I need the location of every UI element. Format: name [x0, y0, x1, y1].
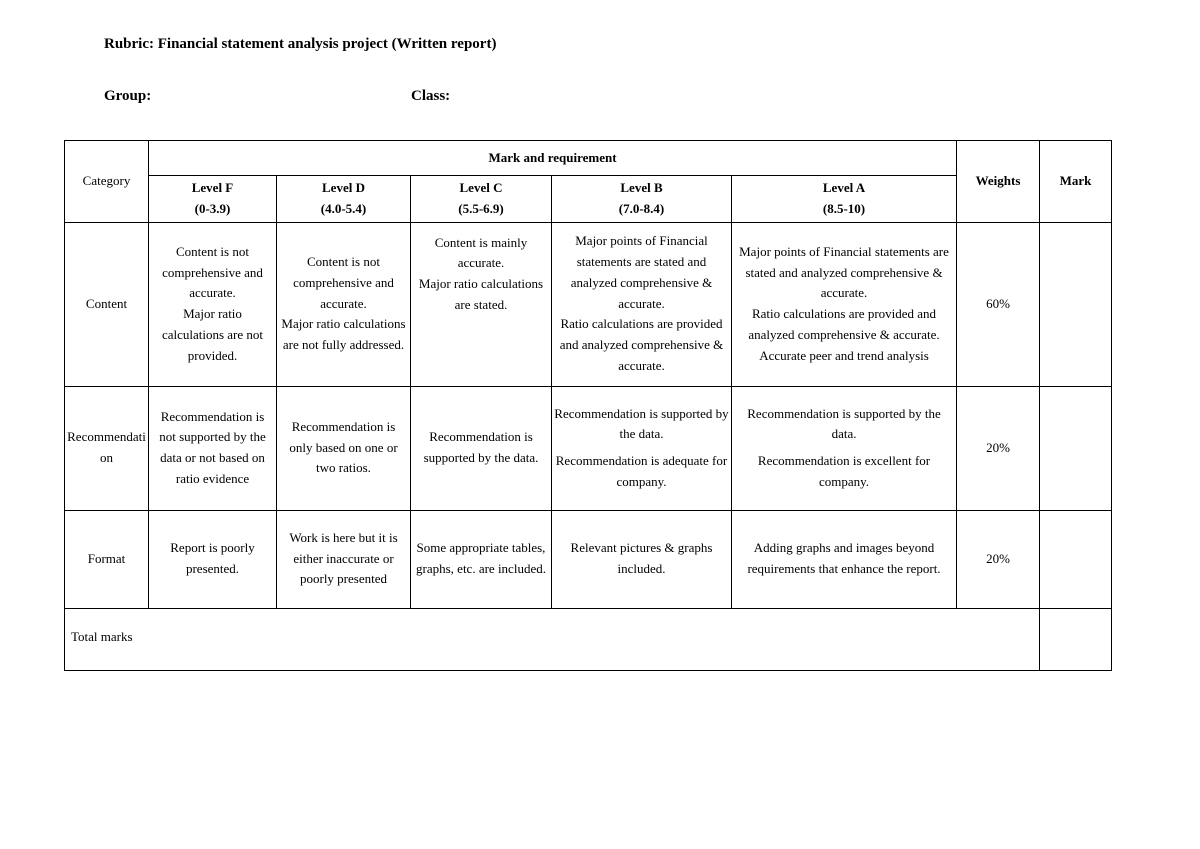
level-header: [732, 176, 957, 223]
rubric-cell: [732, 510, 957, 608]
rubric-cell: [149, 510, 277, 608]
rubric-cell: [552, 510, 732, 608]
mark-header: Mark: [1040, 141, 1112, 223]
document-title: Rubric: Financial statement analysis project (Written report): [104, 36, 497, 52]
cell-text: Relevant pictures & graphs included.: [570, 540, 713, 577]
rubric-cell: [149, 222, 277, 386]
level-range: (0-3.9): [194, 200, 231, 216]
rubric-cell: [277, 222, 411, 386]
table-row: [65, 510, 1112, 608]
rubric-cell: [411, 386, 552, 510]
weight-cell: 20%: [957, 510, 1040, 608]
rubric-cell: [149, 386, 277, 510]
category-cell: Recommendation: [65, 386, 149, 510]
rubric-cell: [411, 222, 552, 386]
level-header: [552, 176, 732, 223]
rubric-cell: [277, 386, 411, 510]
level-name: Level C: [459, 180, 503, 195]
category-cell: Content: [65, 222, 149, 386]
level-range: (4.0-5.4): [320, 200, 367, 216]
mark-cell[interactable]: [1040, 386, 1112, 510]
level-name: Level D: [322, 180, 365, 195]
total-marks-label: Total marks: [65, 608, 1040, 670]
cell-text: Work is here but it is either inaccurate or poorly presented: [289, 529, 398, 587]
group-label: Group:: [104, 88, 152, 104]
cell-text: Recommendation is not supported by the data or not based on ratio evidence: [159, 408, 266, 486]
cell-text: Content is not comprehensive and accurate.: [293, 254, 394, 311]
total-mark-cell[interactable]: [1040, 608, 1112, 670]
header-row-2: [65, 176, 1112, 223]
cell-text: Major points of Financial statements are stated and analyzed comprehensive & accurate.: [739, 243, 949, 301]
table-row: [65, 222, 1112, 386]
cell-text: Report is poorly presented.: [170, 540, 255, 577]
level-name: Level F: [191, 180, 234, 195]
rubric-cell: [732, 222, 957, 386]
weight-cell: 60%: [957, 222, 1040, 386]
class-label: Class:: [411, 88, 451, 104]
total-row: [65, 608, 1112, 670]
rubric-cell: [552, 386, 732, 510]
cell-text: Recommendation is supported by the data.: [554, 405, 729, 442]
rubric-cell: [552, 222, 732, 386]
level-header: [411, 176, 552, 223]
cell-text: Major points of Financial statements are stated and analyzed comprehensive & accurate.: [570, 233, 713, 311]
cell-text: Recommendation is adequate for company.: [555, 453, 728, 489]
cell-text: Recommendation is excellent for company.: [757, 453, 931, 489]
cell-text: Adding graphs and images beyond requirements that enhance the report.: [747, 540, 941, 577]
cell-text: Content is not comprehensive and accurate.: [162, 243, 263, 301]
mark-requirement-header: Mark and requirement: [149, 141, 957, 176]
cell-text: Accurate peer and trend analysis: [759, 347, 929, 363]
level-range: (5.5-6.9): [458, 200, 504, 216]
category-header: Category: [65, 141, 149, 223]
mark-cell[interactable]: [1040, 510, 1112, 608]
header-row-1: [65, 141, 1112, 176]
cell-text: Some appropriate tables, graphs, etc. are included.: [416, 540, 546, 577]
cell-text: Ratio calculations are provided and analyzed comprehensive & accurate.: [748, 306, 940, 342]
cell-text: Content is mainly accurate.: [434, 234, 528, 271]
cell-text: Recommendation is only based on one or two ratios.: [289, 418, 398, 476]
cell-text: Recommendation is supported by the data.: [423, 429, 539, 466]
level-range: (8.5-10): [822, 200, 866, 216]
cell-text: Recommendation is supported by the data.: [747, 405, 941, 442]
level-range: (7.0-8.4): [618, 200, 665, 216]
category-cell: Format: [65, 510, 149, 608]
table-row: [65, 386, 1112, 510]
weights-header: Weights: [957, 141, 1040, 223]
level-header: [277, 176, 411, 223]
level-name: Level B: [620, 180, 663, 195]
cell-text: Major ratio calculations are not fully addressed.: [281, 316, 406, 353]
weight-cell: 20%: [957, 386, 1040, 510]
rubric-table: [64, 140, 1112, 671]
level-header: [149, 176, 277, 223]
cell-text: Major ratio calculations are not provided.: [161, 306, 264, 363]
cell-text: Major ratio calculations are stated.: [418, 276, 544, 312]
cell-text: Ratio calculations are provided and analyzed comprehensive & accurate.: [559, 316, 724, 374]
rubric-cell: [732, 386, 957, 510]
rubric-cell: [411, 510, 552, 608]
rubric-cell: [277, 510, 411, 608]
mark-cell[interactable]: [1040, 222, 1112, 386]
level-name: Level A: [822, 180, 866, 195]
